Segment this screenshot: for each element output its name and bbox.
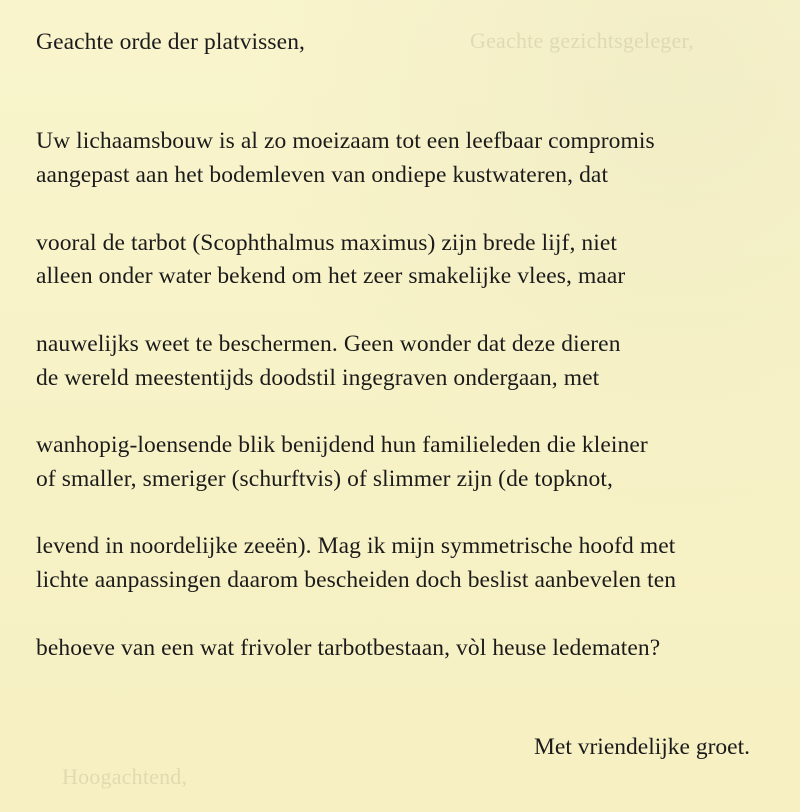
- body-line-8: of smaller, smeriger (schurftvis) of slimmer zijn (de topknot,: [36, 466, 613, 492]
- body-line-6: de wereld meestentijds doodstil ingegraven ondergaan, met: [36, 365, 600, 391]
- body-line-5: nauwelijks weet te beschermen. Geen wonder dat deze dieren: [36, 331, 621, 357]
- body-line-9: levend in noordelijke zeeën). Mag ik mijn symmetrische hoofd met: [36, 533, 676, 559]
- body-line-11: behoeve van een wat frivoler tarbotbestaan, vòl heuse ledematen?: [36, 635, 661, 661]
- body-line-10: lichte aanpassingen daarom bescheiden doch beslist aanbevelen ten: [36, 567, 677, 593]
- body-line-2: aangepast aan het bodemleven van ondiepe kustwateren, dat: [36, 162, 609, 188]
- show-through-text-top: Geachte gezichtsgeleger,: [470, 28, 694, 53]
- body-line-1: Uw lichaamsbouw is al zo moeizaam tot een leefbaar compromis: [36, 128, 655, 154]
- body-line-3: vooral de tarbot (Scophthalmus maximus) zijn brede lijf, niet: [36, 230, 618, 256]
- show-through-text-bottom: Hoogachtend,: [62, 764, 188, 789]
- salutation: Geachte orde der platvissen,: [36, 29, 306, 55]
- body-line-4: alleen onder water bekend om het zeer smakelijke vlees, maar: [36, 263, 626, 289]
- body-line-7: wanhopig-loensende blik benijdend hun familieleden die kleiner: [36, 432, 648, 458]
- closing: Met vriendelijke groet.: [534, 734, 750, 760]
